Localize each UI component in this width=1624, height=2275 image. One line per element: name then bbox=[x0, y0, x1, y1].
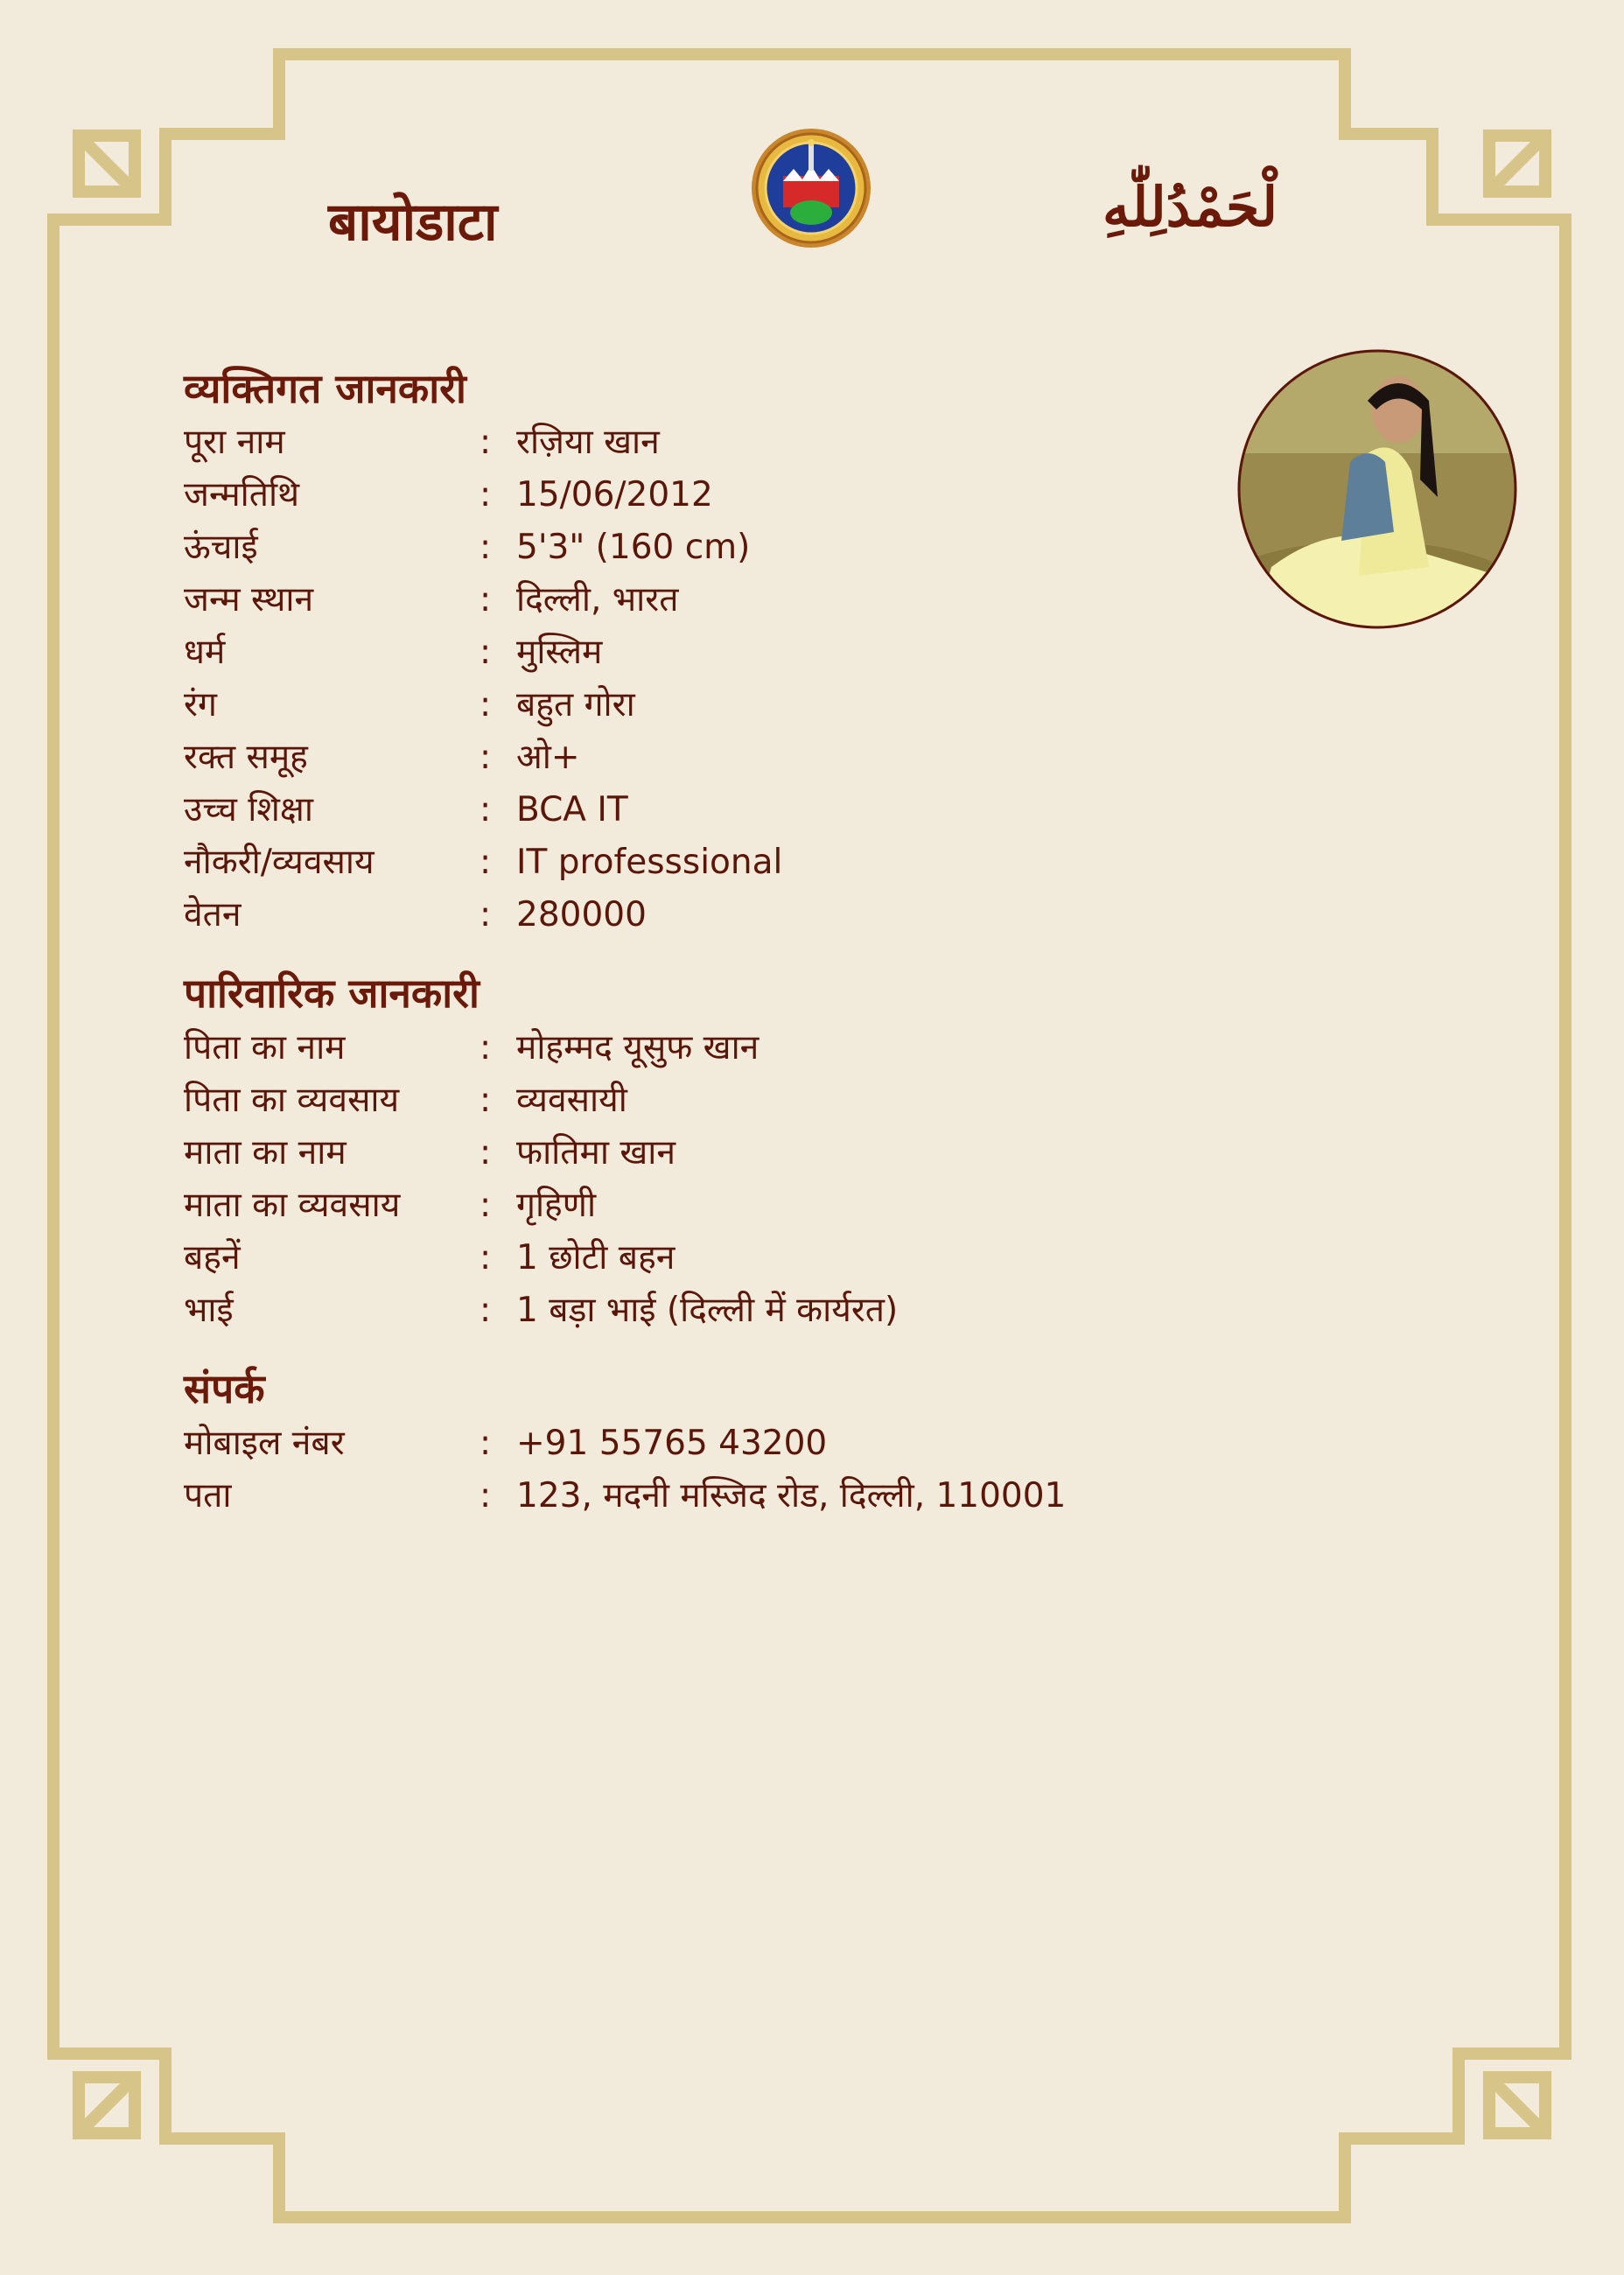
corner-ornament-top-right bbox=[1489, 136, 1545, 192]
field-label: जन्मतिथि bbox=[184, 475, 300, 514]
separator: : bbox=[480, 685, 492, 724]
field-value: गृहिणी bbox=[516, 1186, 597, 1225]
field-label: उच्च शिक्षा bbox=[184, 790, 313, 830]
separator: : bbox=[480, 1291, 492, 1330]
field-label: माता का व्यवसाय bbox=[184, 1186, 401, 1225]
separator: : bbox=[480, 790, 492, 830]
separator: : bbox=[480, 1186, 492, 1225]
separator: : bbox=[480, 423, 492, 462]
field-label: रंग bbox=[184, 685, 217, 724]
field-value: BCA IT bbox=[516, 790, 628, 830]
section-heading-contact: संपर्क bbox=[184, 1365, 265, 1412]
field-value: व्यवसायी bbox=[516, 1081, 627, 1120]
field-label: वेतन bbox=[184, 895, 242, 934]
field-value: 5'3" (160 cm) bbox=[516, 528, 751, 567]
field-label: भाई bbox=[184, 1291, 234, 1330]
field-label: बहनें bbox=[184, 1238, 241, 1278]
separator: : bbox=[480, 1424, 492, 1463]
separator: : bbox=[480, 633, 492, 672]
field-label: माता का नाम bbox=[184, 1133, 346, 1172]
separator: : bbox=[480, 1476, 492, 1516]
field-label: पता bbox=[184, 1476, 232, 1516]
separator: : bbox=[480, 1133, 492, 1172]
section-heading-personal: व्यक्तिगत जानकारी bbox=[184, 365, 466, 412]
field-label: जन्म स्थान bbox=[184, 580, 314, 620]
field-label: रक्त समूह bbox=[184, 738, 308, 777]
field-value: IT professsional bbox=[516, 843, 783, 882]
corner-ornament-bottom-right bbox=[1489, 2077, 1545, 2133]
separator: : bbox=[480, 843, 492, 882]
field-label: ऊंचाई bbox=[184, 528, 258, 567]
field-value: ओ+ bbox=[516, 738, 580, 777]
field-label: नौकरी/व्यवसाय bbox=[184, 843, 374, 882]
page-title: बायोडाटा bbox=[328, 192, 498, 253]
field-value: मुस्लिम bbox=[516, 633, 603, 672]
separator: : bbox=[480, 475, 492, 514]
field-label: पिता का व्यवसाय bbox=[184, 1081, 400, 1120]
separator: : bbox=[480, 1238, 492, 1278]
field-value: 1 छोटी बहन bbox=[516, 1238, 676, 1278]
field-value: बहुत गोरा bbox=[516, 685, 635, 724]
field-value: 280000 bbox=[516, 895, 647, 934]
arabic-alhamdulillah-text: لْحَمْدُلِلّٰهِ bbox=[1102, 175, 1278, 239]
field-value: 1 बड़ा भाई (दिल्ली में कार्यरत) bbox=[516, 1291, 899, 1330]
field-value: फातिमा खान bbox=[516, 1133, 676, 1172]
corner-ornament-top-left bbox=[79, 136, 135, 192]
separator: : bbox=[480, 1028, 492, 1068]
corner-ornament-bottom-left bbox=[79, 2077, 135, 2133]
separator: : bbox=[480, 580, 492, 620]
field-label: पूरा नाम bbox=[184, 423, 285, 462]
separator: : bbox=[480, 528, 492, 567]
section-heading-family: पारिवारिक जानकारी bbox=[184, 970, 480, 1017]
field-value: +91 55765 43200 bbox=[516, 1424, 828, 1463]
field-label: पिता का नाम bbox=[184, 1028, 346, 1068]
field-value: मोहम्मद यूसुफ खान bbox=[516, 1028, 760, 1068]
mosque-dome-emblem-icon bbox=[750, 127, 872, 249]
field-label: मोबाइल नंबर bbox=[184, 1424, 345, 1463]
profile-photo bbox=[1236, 348, 1518, 630]
field-value: दिल्ली, भारत bbox=[516, 580, 679, 620]
separator: : bbox=[480, 738, 492, 777]
field-value: 123, मदनी मस्जिद रोड, दिल्ली, 110001 bbox=[516, 1476, 1067, 1516]
field-value: 15/06/2012 bbox=[516, 475, 713, 514]
field-value: रज़िया खान bbox=[516, 423, 660, 462]
field-label: धर्म bbox=[184, 633, 226, 672]
separator: : bbox=[480, 1081, 492, 1120]
separator: : bbox=[480, 895, 492, 934]
